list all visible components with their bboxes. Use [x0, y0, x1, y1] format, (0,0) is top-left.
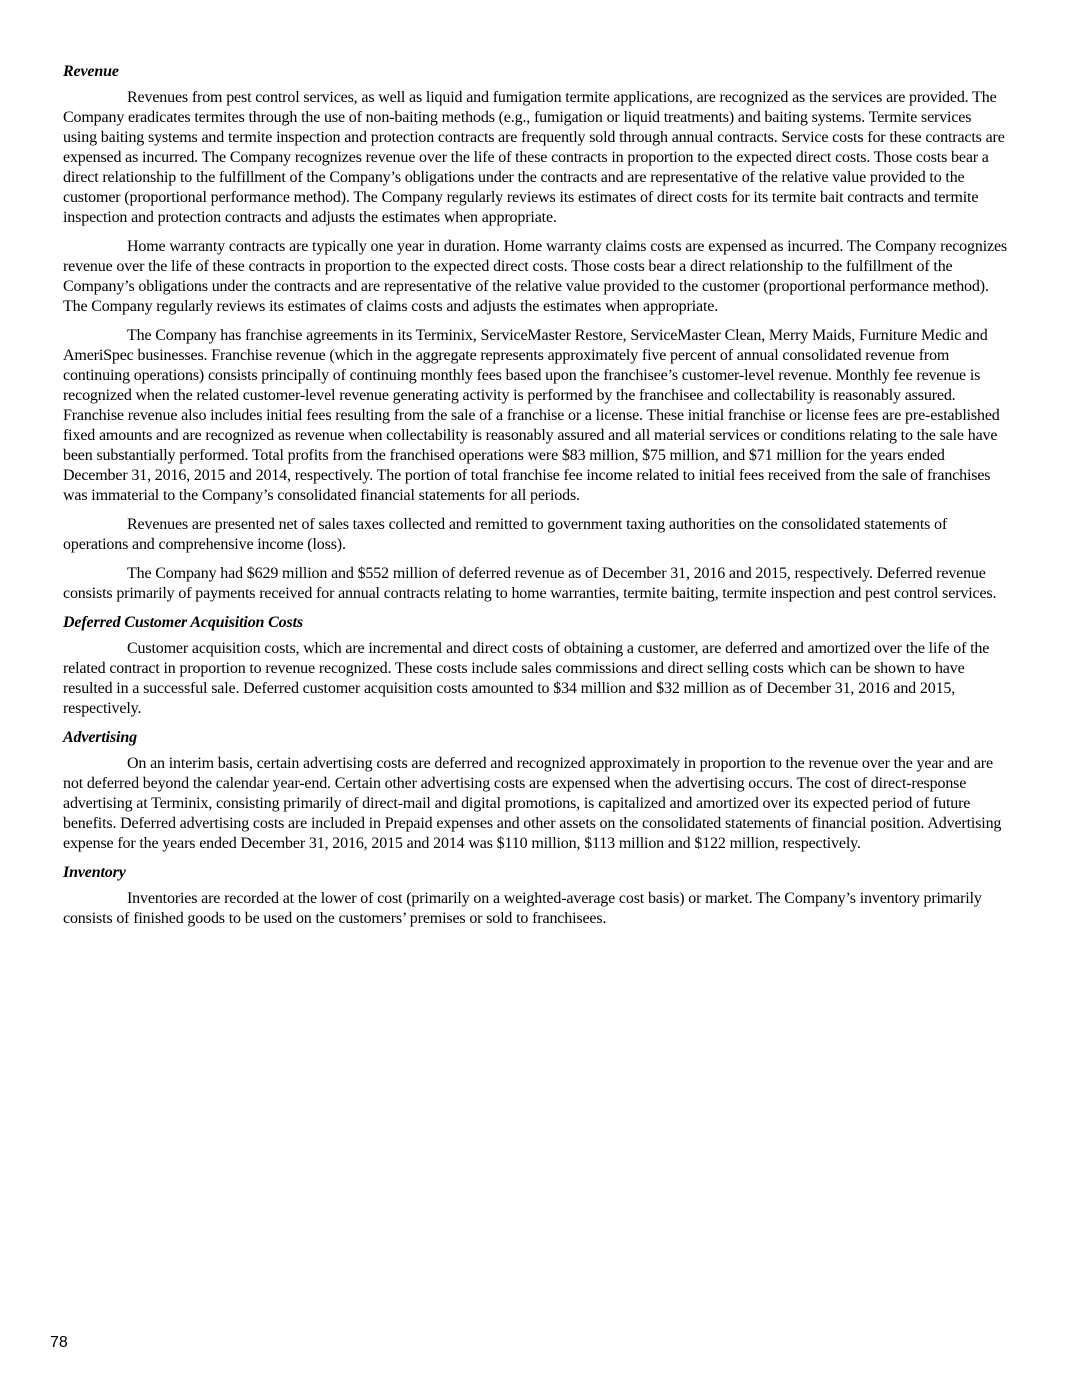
section-heading: Deferred Customer Acquisition Costs [63, 614, 303, 631]
section-deferred-customer-acquisition-costs [63, 613, 1009, 719]
section-heading: Advertising [63, 729, 137, 746]
section-inventory [63, 863, 1009, 929]
page-number: 78 [50, 1334, 68, 1351]
paragraph: Home warranty contracts are typically one year in duration. Home warranty claims costs are expensed as incurred. The Company recognizes revenue over the life of these contracts in proportion to the expected direct costs. Those costs bear a direct relationship to the fulfillment of the Company’s obligations under the contracts and are representative of the relative value provided to the customer (proportional performance method). The Company regularly reviews its estimates of claims costs and adjusts the estimates when appropriate. [63, 238, 1008, 315]
paragraph: The Company has franchise agreements in its Terminix, ServiceMaster Restore, ServiceMaster Clean, Merry Maids, Furniture Medic and AmeriSpec businesses. Franchise revenue (which in the aggregate represents approximately five percent of annual consolidated revenue from continuing operations) consists principally of continuing monthly fees based upon the franchisee’s customer-level revenue. Monthly fee revenue is recognized when the related customer-level revenue generating activity is performed by the franchisee and collectability is reasonably assured. Franchise revenue also includes initial fees resulting from the sale of a franchise or a license. These initial franchise or license fees are pre-established fixed amounts and are recognized as revenue when collectability is reasonably assured and all material services or conditions relating to the sale have been substantially performed. Total profits from the franchised operations were $83 million, $75 million, and $71 million for the years ended December 31, 2016, 2015 and 2014, respectively. The portion of total franchise fee income related to initial fees received from the sale of franchises was immaterial to the Company’s consolidated financial statements for all periods. [63, 327, 1000, 504]
paragraph: Revenues are presented net of sales taxes collected and remitted to government taxing authorities on the consolidated statements of operations and comprehensive income (loss). [63, 516, 948, 553]
paragraph: Revenues from pest control services, as well as liquid and fumigation termite applications, are recognized as the services are provided. The Company eradicates termites through the use of non-baiting methods (e.g., fumigation or liquid treatments) and baiting systems. Termite services using baiting systems and termite inspection and protection contracts are frequently sold through annual contracts. Service costs for these contracts are expensed as incurred. The Company recognizes revenue over the life of these contracts in proportion to the expected direct costs. Those costs bear a direct relationship to the fulfillment of the Company’s obligations under the contracts and are representative of the relative value provided to the customer (proportional performance method). The Company regularly reviews its estimates of direct costs for its termite bait contracts and termite inspection and protection contracts and adjusts the estimates when appropriate. [63, 89, 1005, 226]
document-page [63, 62, 1009, 938]
paragraph: Customer acquisition costs, which are incremental and direct costs of obtaining a customer, are deferred and amortized over the life of the related contract in proportion to revenue recognized. These costs include sales commissions and direct selling costs which can be shown to have resulted in a successful sale. Deferred customer acquisition costs amounted to $34 million and $32 million as of December 31, 2016 and 2015, respectively. [63, 640, 990, 717]
section-heading: Revenue [63, 63, 119, 80]
section-heading: Inventory [63, 864, 126, 881]
section-advertising [63, 728, 1009, 854]
paragraph: Inventories are recorded at the lower of cost (primarily on a weighted-average cost basis) or market. The Company’s inventory primarily consists of finished goods to be used on the customers’ premises or sold to franchisees. [63, 890, 982, 927]
section-revenue [63, 62, 1009, 604]
paragraph: On an interim basis, certain advertising costs are deferred and recognized approximately in proportion to the revenue over the year and are not deferred beyond the calendar year-end. Certain other advertising costs are expensed when the advertising occurs. The cost of direct-response advertising at Terminix, consisting primarily of direct-mail and digital promotions, is capitalized and amortized over its expected period of future benefits. Deferred advertising costs are included in Prepaid expenses and other assets on the consolidated statements of financial position. Advertising expense for the years ended December 31, 2016, 2015 and 2014 was $110 million, $113 million and $122 million, respectively. [63, 755, 1002, 852]
paragraph: The Company had $629 million and $552 million of deferred revenue as of December 31, 2016 and 2015, respectively. Deferred revenue consists primarily of payments received for annual contracts relating to home warranties, termite baiting, termite inspection and pest control services. [63, 565, 997, 602]
